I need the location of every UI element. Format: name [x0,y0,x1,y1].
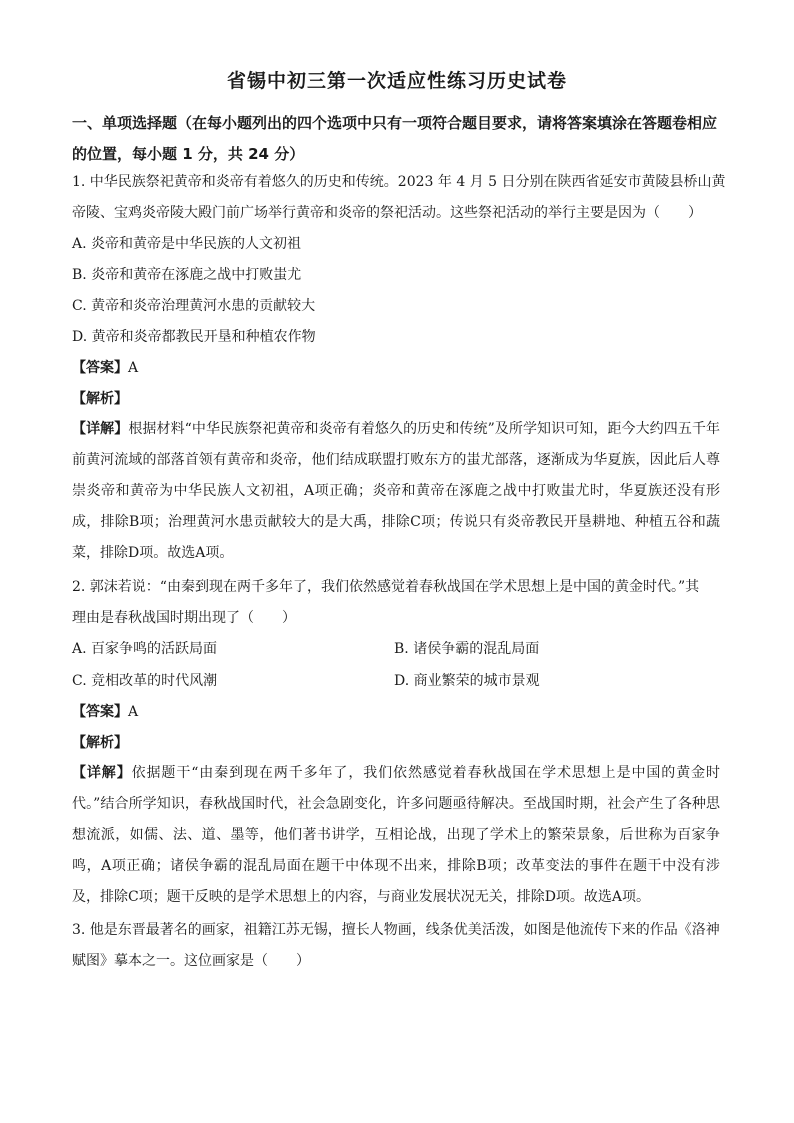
q1-option-a: A. 炎帝和黄帝是中华民族的人文初祖 [72,236,302,252]
q2-analysis-label [72,733,724,753]
q1-stem-line1: 1. 中华民族祭祀黄帝和炎帝有着悠久的历史和传统。2023 年 4 月 5 日分别在陕西省延安市黄陵县桥山黄 [72,174,726,190]
q1-option-d: D. 黄帝和炎帝都教民开垦和种植农作物 [72,329,316,345]
q2-option-d: D. 商业繁荣的城市景观 [394,673,540,689]
detail-label: 【详解】 [72,765,132,781]
answer-value: A [128,360,139,376]
q1-answer [72,358,724,378]
q1-analysis-label [72,389,724,409]
analysis-label: 【解析】 [72,391,128,407]
answer-label: 【答案】 [72,704,128,720]
q1-option-c: C. 黄帝和炎帝治理黄河水患的贡献较大 [72,298,316,314]
q1-option-b: B. 炎帝和黄帝在涿鹿之战中打败蚩尤 [72,267,302,283]
q2-answer [72,702,724,722]
q2-stem-line2: 理由是春秋战国时期出现了（ ） [72,610,296,626]
q2-detail [72,758,720,913]
answer-label: 【答案】 [72,360,128,376]
q2-option-a: A. 百家争鸣的活跃局面 [72,641,218,657]
q2-stem-line1: 2. 郭沫若说：“由秦到现在两千多年了，我们依然感觉着春秋战国在学术思想上是中国的黄金时代。”其 [72,579,700,595]
q3-stem-line1: 3. 他是东晋最著名的画家，祖籍江苏无锡，擅长人物画，线条优美活泼，如图是他流传下来的作品《洛神 [72,922,720,938]
detail-label: 【详解】 [72,421,129,437]
analysis-label: 【解析】 [72,735,128,751]
detail-text: 根据材料“中华民族祭祀黄帝和炎帝有着悠久的历史和传统”及所学知识可知，距今大约四五千年前黄河流域的部落首领有黄帝和炎帝，他们结成联盟打败东方的蚩尤部落，逐渐成为华夏族，因此后人尊崇炎帝和黄帝为中华民族人文初祖，A项正确；炎帝和黄帝在涿鹿之战中打败蚩尤时，华夏族还没有形成，排除B项；治理黄河水患贡献较大的是大禹，排除C项；传说只有炎帝教民开垦耕地、种植五谷和蔬菜，排除D项。故选A项。 [72,421,721,561]
page-title: 省锡中初三第一次适应性练习历史试卷 [226,70,567,92]
detail-text: 依据题干“由秦到现在两千多年了，我们依然感觉着春秋战国在学术思想上是中国的黄金时代。”结合所学知识，春秋战国时代，社会急剧变化，许多问题亟待解决。至战国时期，社会产生了各种思想流派，如儒、法、道、墨等，他们著书讲学，互相论战，出现了学术上的繁荣景象，后世称为百家争鸣，A项正确；诸侯争霸的混乱局面在题干中体现不出来，排除B项；改革变法的事件在题干中没有涉及，排除C项；题干反映的是学术思想上的内容，与商业发展状况无关，排除D项。故选A项。 [72,765,721,905]
q1-stem-line2: 帝陵、宝鸡炎帝陵大殿门前广场举行黄帝和炎帝的祭祀活动。这些祭祀活动的举行主要是因为（ ） [72,205,702,221]
answer-value: A [128,704,139,720]
q3-stem-line2: 赋图》摹本之一。这位画家是（ ） [72,953,310,969]
section-heading: 一、单项选择题（在每小题列出的四个选项中只有一项符合题目要求，请将答案填涂在答题卷相应的位置，每小题 1 分，共 24 分） [72,114,718,163]
q2-option-b: B. 诸侯争霸的混乱局面 [394,641,540,657]
q2-option-c: C. 竞相改革的时代风潮 [72,673,218,689]
q1-detail [72,414,720,569]
